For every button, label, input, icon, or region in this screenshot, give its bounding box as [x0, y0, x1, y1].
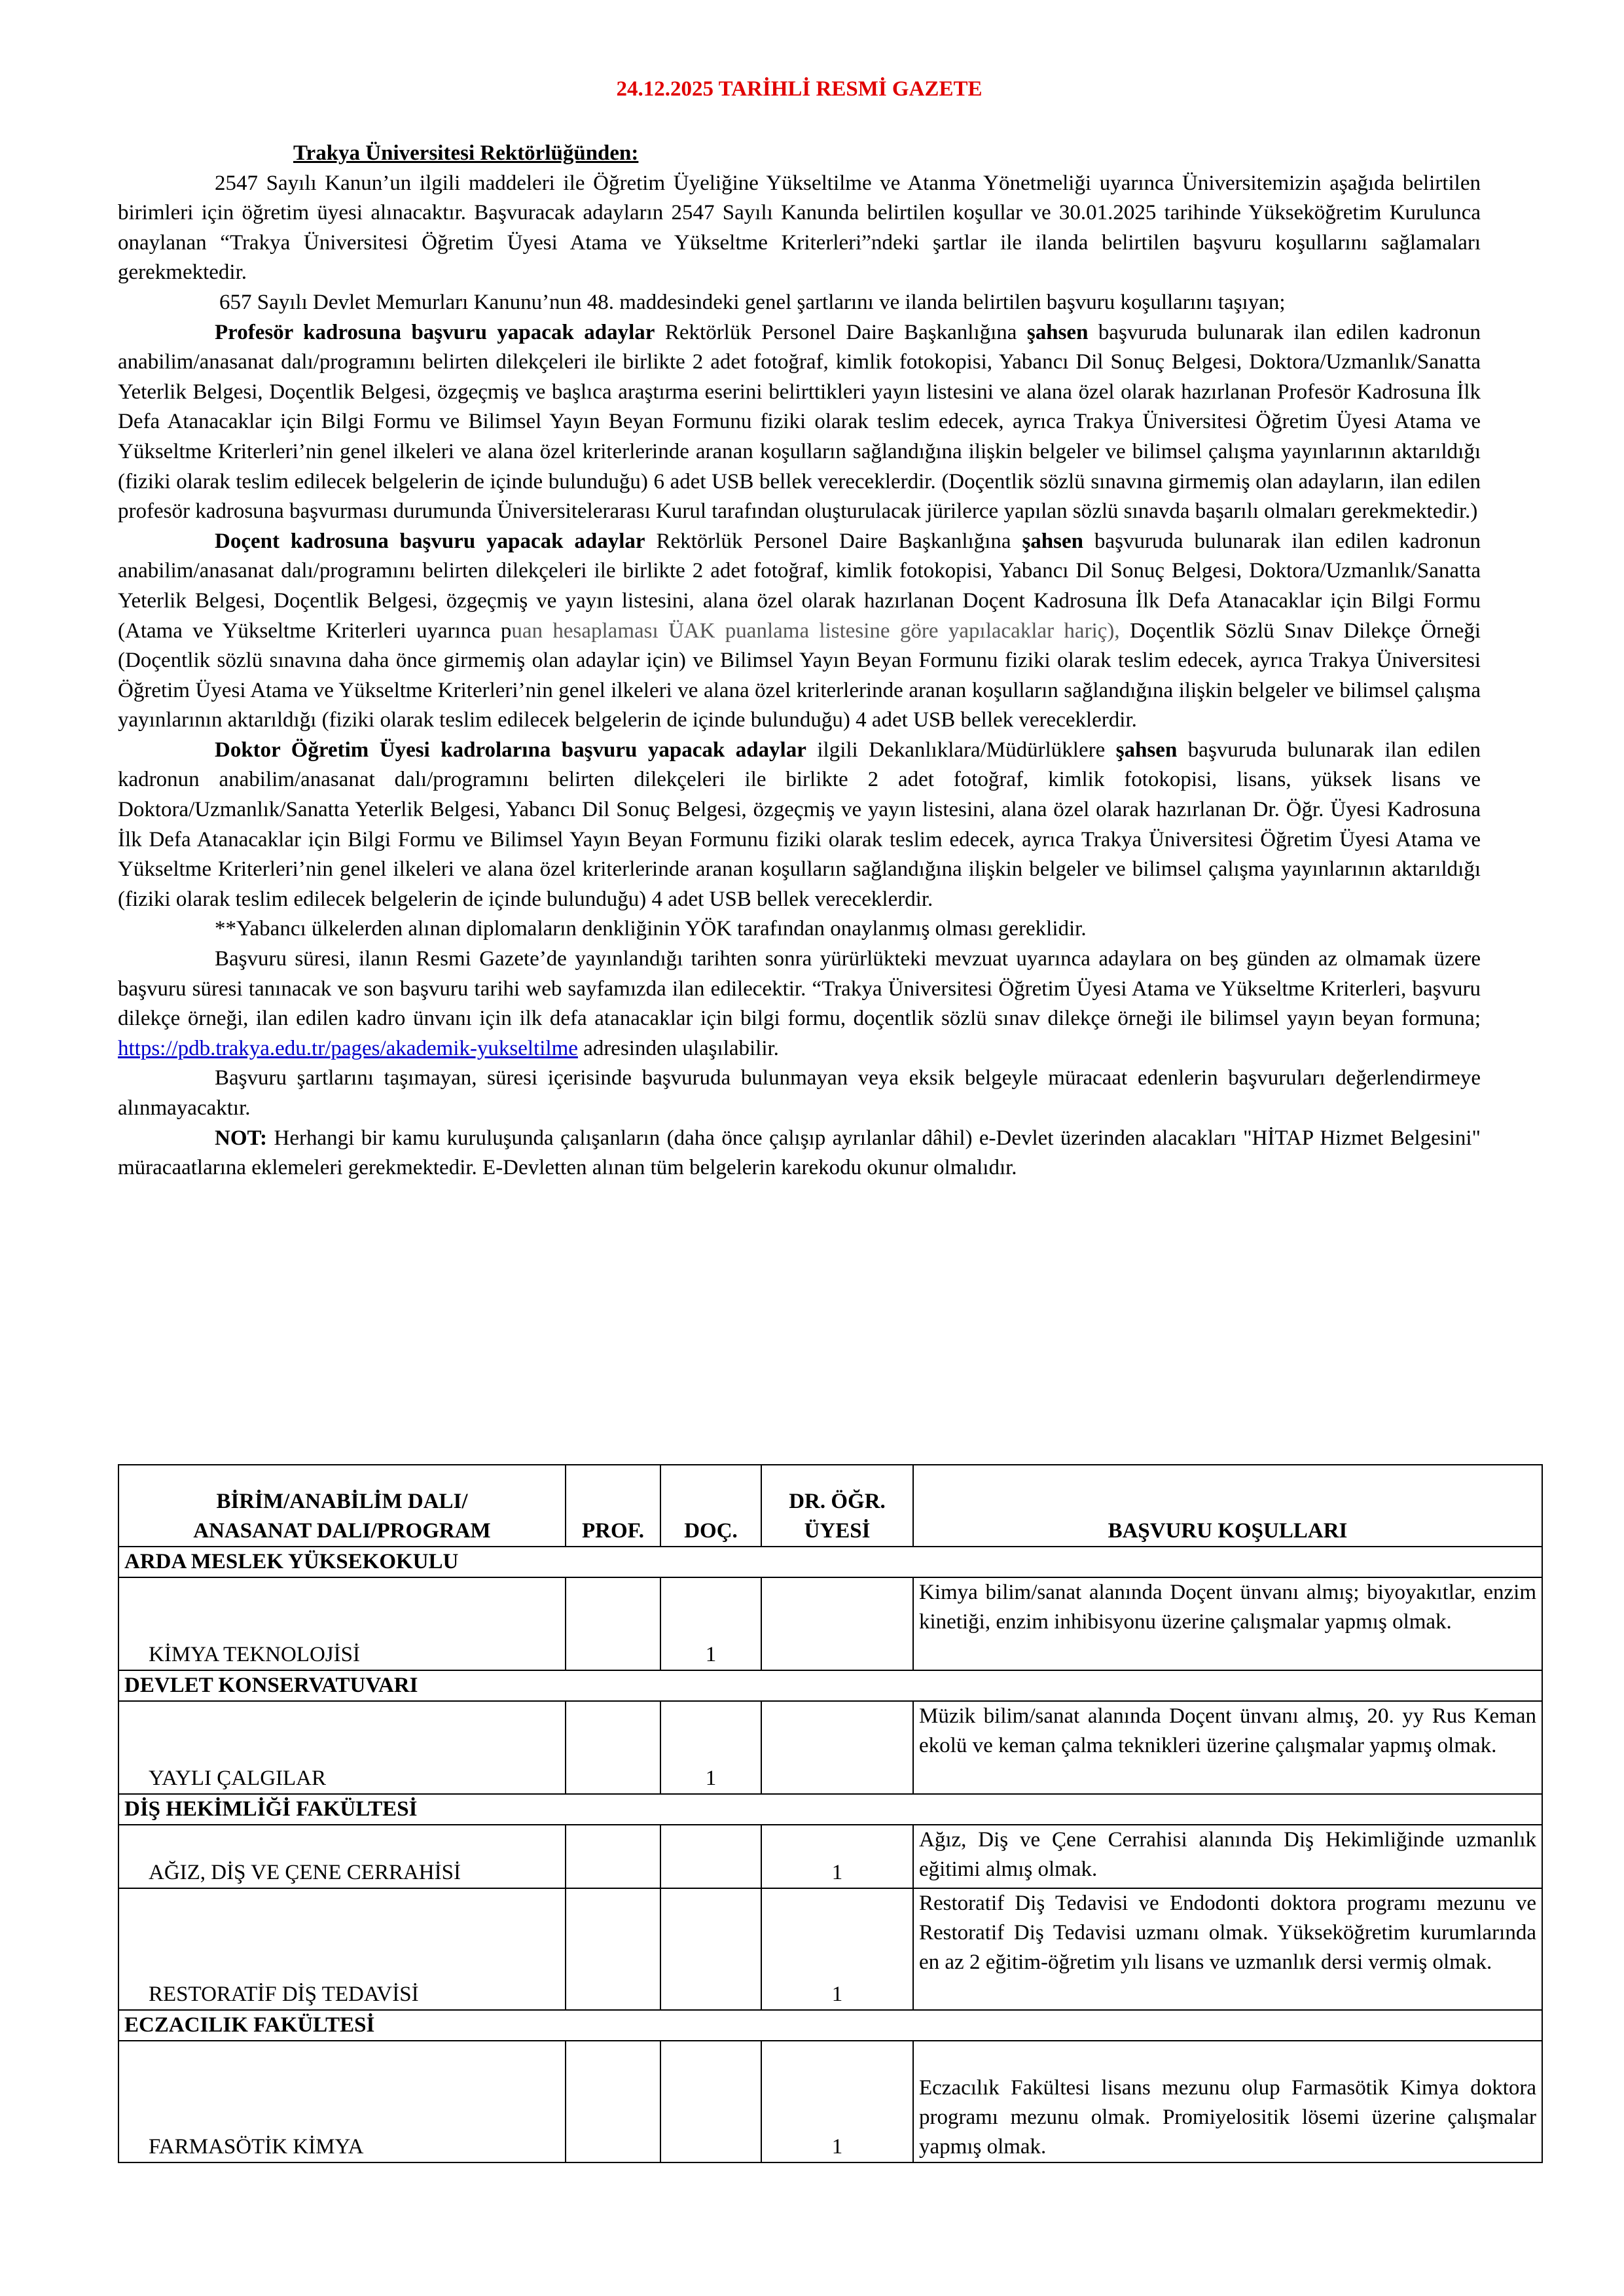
dr-cell: [761, 1577, 913, 1670]
in-person-emphasis: şahsen: [1022, 529, 1084, 553]
intro-paragraph: 2547 Sayılı Kanun’un ilgili maddeleri ile Öğretim Üyeliğine Yükseltilme ve Atanma Yönetmeliği uyarınca Üniversitemizin aşağıda belirtilen birimleri için öğretim üyesi alınacaktır. Başvuracak adayların 2547 Sayılı Kanunda belirtilen koşullar ve 30.01.2025 tarihinde Yükseköğretim Kurulunca onaylanan “Trakya Üniversitesi Öğretim Üyesi Atama ve Yükseltme Kriterleri”ndeki şartlar ile ilanda belirtilen başvuru koşullarını sağlamaları gerekmektedir.: [118, 171, 1481, 285]
note-paragraph: NOT: Herhangi bir kamu kuruluşunda çalışanların (daha önce çalışıp ayrılanlar dâhil) e-Devlet üzerinden alacakları "HİTAP Hizmet Belgesini" müracaatlarına eklemeleri gerekmektedir. E-Devletten alınan tüm belgelerin karekodu okunur olmalıdır.: [118, 1126, 1481, 1180]
faculty-row: ARDA MESLEK YÜKSEKOKULU: [118, 1547, 1542, 1577]
professor-paragraph: Profesör kadrosuna başvuru yapacak adaylar Rektörlük Personel Daire Başkanlığına şahsen başvuruda bulunarak ilan edilen kadronun anabilim/anasanat dalı/programını belirten dilekçeleri ile birlikte 2 adet fotoğraf, kimlik fotokopisi, Yabancı Dil Sonuç Belgesi, Doktora/Uzmanlık/Sanatta Yeterlik Belgesi, Doçentlik Belgesi, özgeçmiş ve başlıca araştırma eserini belirttikleri yayın listesini ve alana özel olarak hazırlanan Profesör Kadrosuna İlk Defa Atanacaklar için Bilgi Formu ve Bilimsel Yayın Beyan Formunu fiziki olarak teslim edecek, ayrıca Trakya Üniversitesi Öğretim Üyesi Atama ve Yükseltme Kriterleri’nin genel ilkeleri ve alana özel kriterlerinde aranan koşulların sağlandığına ilişkin belgeler ve bilimsel çalışma yayınlarının aktarıldığı (fiziki olarak teslim edilecek belgelerin de içinde bulunduğu) 6 adet USB bellek vereceklerdir. (Doçentlik sözlü sınavına girmemiş olan adayların, ilan edilen profesör kadrosuna başvurması durumunda Üniversitelerarası Kurul tarafından oluşturulacak jürilerce yapılan sözlü sınavda başarılı olmaları gerekmektedir.): [118, 320, 1481, 524]
doc-cell: 1: [660, 1701, 761, 1794]
table-row: [118, 1825, 1542, 1888]
assistant-paragraph: Doktor Öğretim Üyesi kadrolarına başvuru yapacak adaylar ilgili Dekanlıklara/Müdürlüklere şahsen başvuruda bulunarak ilan edilen kadronun anabilim/anasanat dalı/programını belirten dilekçeleri ile birlikte 2 adet fotoğraf, kimlik fotokopisi, lisans, yüksek lisans ve Doktora/Uzmanlık/Sanatta Yeterlik Belgesi, Yabancı Dil Sonuç Belgesi, özgeçmiş ve yayın listesini, alana özel olarak hazırlanan Dr. Öğr. Üyesi Kadrosuna İlk Defa Atanacaklar için Bilgi Formu ve Bilimsel Yayın Beyan Formunu fiziki olarak teslim edecek, ayrıca Trakya Üniversitesi Öğretim Üyesi Atama ve Yükseltme Kriterleri’nin genel ilkeleri ve alana özel kriterlerinde aranan koşulların sağlandığına ilişkin belgeler ve bilimsel çalışma yayınlarının aktarıldığı (fiziki olarak teslim edilecek belgelerin de içinde bulunduğu) 4 adet USB bellek vereceklerdir.: [118, 738, 1481, 911]
conditions-cell: Restoratif Diş Tedavisi ve Endodonti doktora programı mezunu ve Restoratif Diş Tedavisi uzmanı olmak. Yükseköğretim kurumlarında en az 2 eğitim-öğretim yılı lisans ve uzmanlık dersi vermiş olmak.: [913, 1888, 1542, 2010]
doc-cell: [660, 2041, 761, 2162]
dr-cell: 1: [761, 1888, 913, 2010]
civil-servant-paragraph: 657 Sayılı Devlet Memurları Kanunu’nun 48. maddesindeki genel şartlarını ve ilanda belirtilen başvuru koşullarını taşıyan;: [219, 290, 1286, 314]
column-header-unit: BİRİM/ANABİLİM DALI/ ANASANAT DALI/PROGRAM: [118, 1465, 566, 1547]
conditions-cell: Eczacılık Fakültesi lisans mezunu olup Farmasötik Kimya doktora programı mezunu olmak. Promiyelositik lösemi üzerine çalışmalar yapmış olmak.: [913, 2041, 1542, 2162]
faculty-row: DİŞ HEKİMLİĞİ FAKÜLTESİ: [118, 1794, 1542, 1825]
prof-cell: [566, 1577, 660, 1670]
table-row: [118, 1701, 1542, 1794]
unit-cell: RESTORATİF DİŞ TEDAVİSİ: [118, 1888, 566, 2010]
dr-cell: 1: [761, 2041, 913, 2162]
announcement-body: [118, 139, 1481, 1183]
associate-paragraph: Doçent kadrosuna başvuru yapacak adaylar Rektörlük Personel Daire Başkanlığına şahsen başvuruda bulunarak ilan edilen kadronun anabilim/anasanat dalı/programını belirten dilekçeleri ile birlikte 2 adet fotoğraf, kimlik fotokopisi, Yabancı Dil Sonuç Belgesi, Doktora/Uzmanlık/Sanatta Yeterlik Belgesi, Doçentlik Belgesi, özgeçmiş ve yayın listesini, alana özel olarak hazırlanan Doçent Kadrosuna İlk Defa Atanacaklar için Bilgi Formu (Atama ve Yükseltme Kriterleri uyarınca puan hesaplaması ÜAK puanlama listesine göre yapılacaklar hariç), Doçentlik Sözlü Sınav Dilekçe Örneği (Doçentlik sözlü sınavına daha önce girmemiş olan adaylar için) ve Bilimsel Yayın Beyan Formunu fiziki olarak teslim edecek, ayrıca Trakya Üniversitesi Öğretim Üyesi Atama ve Yükseltme Kriterleri’nin genel ilkeleri ve alana özel kriterlerinde aranan koşulların sağlandığına ilişkin belgeler ve bilimsel çalışma yayınlarının aktarıldığı (fiziki olarak teslim edilecek belgelerin de içinde bulunduğu) 4 adet USB bellek vereceklerdir.: [118, 529, 1481, 732]
table-row: [118, 1888, 1542, 2010]
prof-cell: [566, 1825, 660, 1888]
table-row: [118, 2041, 1542, 2162]
issuer-heading: Trakya Üniversitesi Rektörlüğünden:: [293, 141, 639, 165]
prof-cell: [566, 1888, 660, 2010]
period-paragraph: Başvuru süresi, ilanın Resmi Gazete’de yayınlandığı tarihten sonra yürürlükteki mevzuat uyarınca adaylara on beş günden az olmamak üzere başvuru süresi tanınacak ve son başvuru tarihi web sayfamızda ilan edilecektir. “Trakya Üniversitesi Öğretim Üyesi Atama ve Yükseltme Kriterleri, başvuru dilekçe örneği, ilan edilen kadro ünvanı için ilk defa atanacaklar için bilgi formu, doçentlik sözlü sınav dilekçe örneği ile bilimsel yayın beyan formuna; https://pdb.trakya.edu.tr/pages/akademik-yukseltilme adresinden ulaşılabilir.: [118, 947, 1481, 1060]
doc-cell: 1: [660, 1577, 761, 1670]
unit-cell: FARMASÖTİK KİMYA: [118, 2041, 566, 2162]
doc-cell: [660, 1888, 761, 2010]
unit-cell: AĞIZ, DİŞ VE ÇENE CERRAHİSİ: [118, 1825, 566, 1888]
column-header-doc: DOÇ.: [660, 1465, 761, 1547]
doc-cell: [660, 1825, 761, 1888]
prof-cell: [566, 2041, 660, 2162]
faculty-row: ECZACILIK FAKÜLTESİ: [118, 2010, 1542, 2041]
unit-cell: KİMYA TEKNOLOJİSİ: [118, 1577, 566, 1670]
associate-lead: Doçent kadrosuna başvuru yapacak adaylar: [215, 529, 645, 553]
prof-cell: [566, 1701, 660, 1794]
column-header-conditions: BAŞVURU KOŞULLARI: [913, 1465, 1542, 1547]
column-header-prof: PROF.: [566, 1465, 660, 1547]
table-row: [118, 1577, 1542, 1670]
unit-cell: YAYLI ÇALGILAR: [118, 1701, 566, 1794]
table-header-row: [118, 1465, 1542, 1547]
conditions-cell: Kimya bilim/sanat alanında Doçent ünvanı almış; biyoyakıtlar, enzim kinetiği, enzim inhibisyonu üzerine çalışmalar yapmış olmak.: [913, 1577, 1542, 1670]
rejection-paragraph: Başvuru şartlarını taşımayan, süresi içerisinde başvuruda bulunmayan veya eksik belgeyle müracaat edenlerin başvuruları değerlendirmeye alınmayacaktır.: [118, 1066, 1481, 1120]
assistant-lead: Doktor Öğretim Üyesi kadrolarına başvuru yapacak adaylar: [215, 738, 806, 762]
dr-cell: [761, 1701, 913, 1794]
in-person-emphasis: şahsen: [1026, 320, 1089, 344]
conditions-cell: Müzik bilim/sanat alanında Doçent ünvanı almış, 20. yy Rus Keman ekolü ve keman çalma teknikleri üzerine çalışmalar yapmış olmak.: [913, 1701, 1542, 1794]
foreign-diploma-note: **Yabancı ülkelerden alınan diplomaların denkliğinin YÖK tarafından onaylanmış olması gereklidir.: [215, 917, 1087, 941]
application-link[interactable]: https://pdb.trakya.edu.tr/pages/akademik-yukseltilme: [118, 1036, 578, 1060]
column-header-dr: DR. ÖĞR. ÜYESİ: [761, 1465, 913, 1547]
gazette-title: 24.12.2025 TARİHLİ RESMİ GAZETE: [616, 77, 983, 101]
professor-lead: Profesör kadrosuna başvuru yapacak adaylar: [215, 320, 655, 344]
in-person-emphasis: şahsen: [1115, 738, 1178, 762]
positions-table: [118, 1464, 1543, 2163]
conditions-cell: Ağız, Diş ve Çene Cerrahisi alanında Diş Hekimliğinde uzmanlık eğitimi almış olmak.: [913, 1825, 1542, 1888]
dr-cell: 1: [761, 1825, 913, 1888]
note-label: NOT:: [215, 1126, 268, 1150]
faculty-row: DEVLET KONSERVATUVARI: [118, 1670, 1542, 1701]
gray-text: uan hesaplaması ÜAK puanlama listesine göre yapılacaklar hariç),: [511, 619, 1120, 643]
